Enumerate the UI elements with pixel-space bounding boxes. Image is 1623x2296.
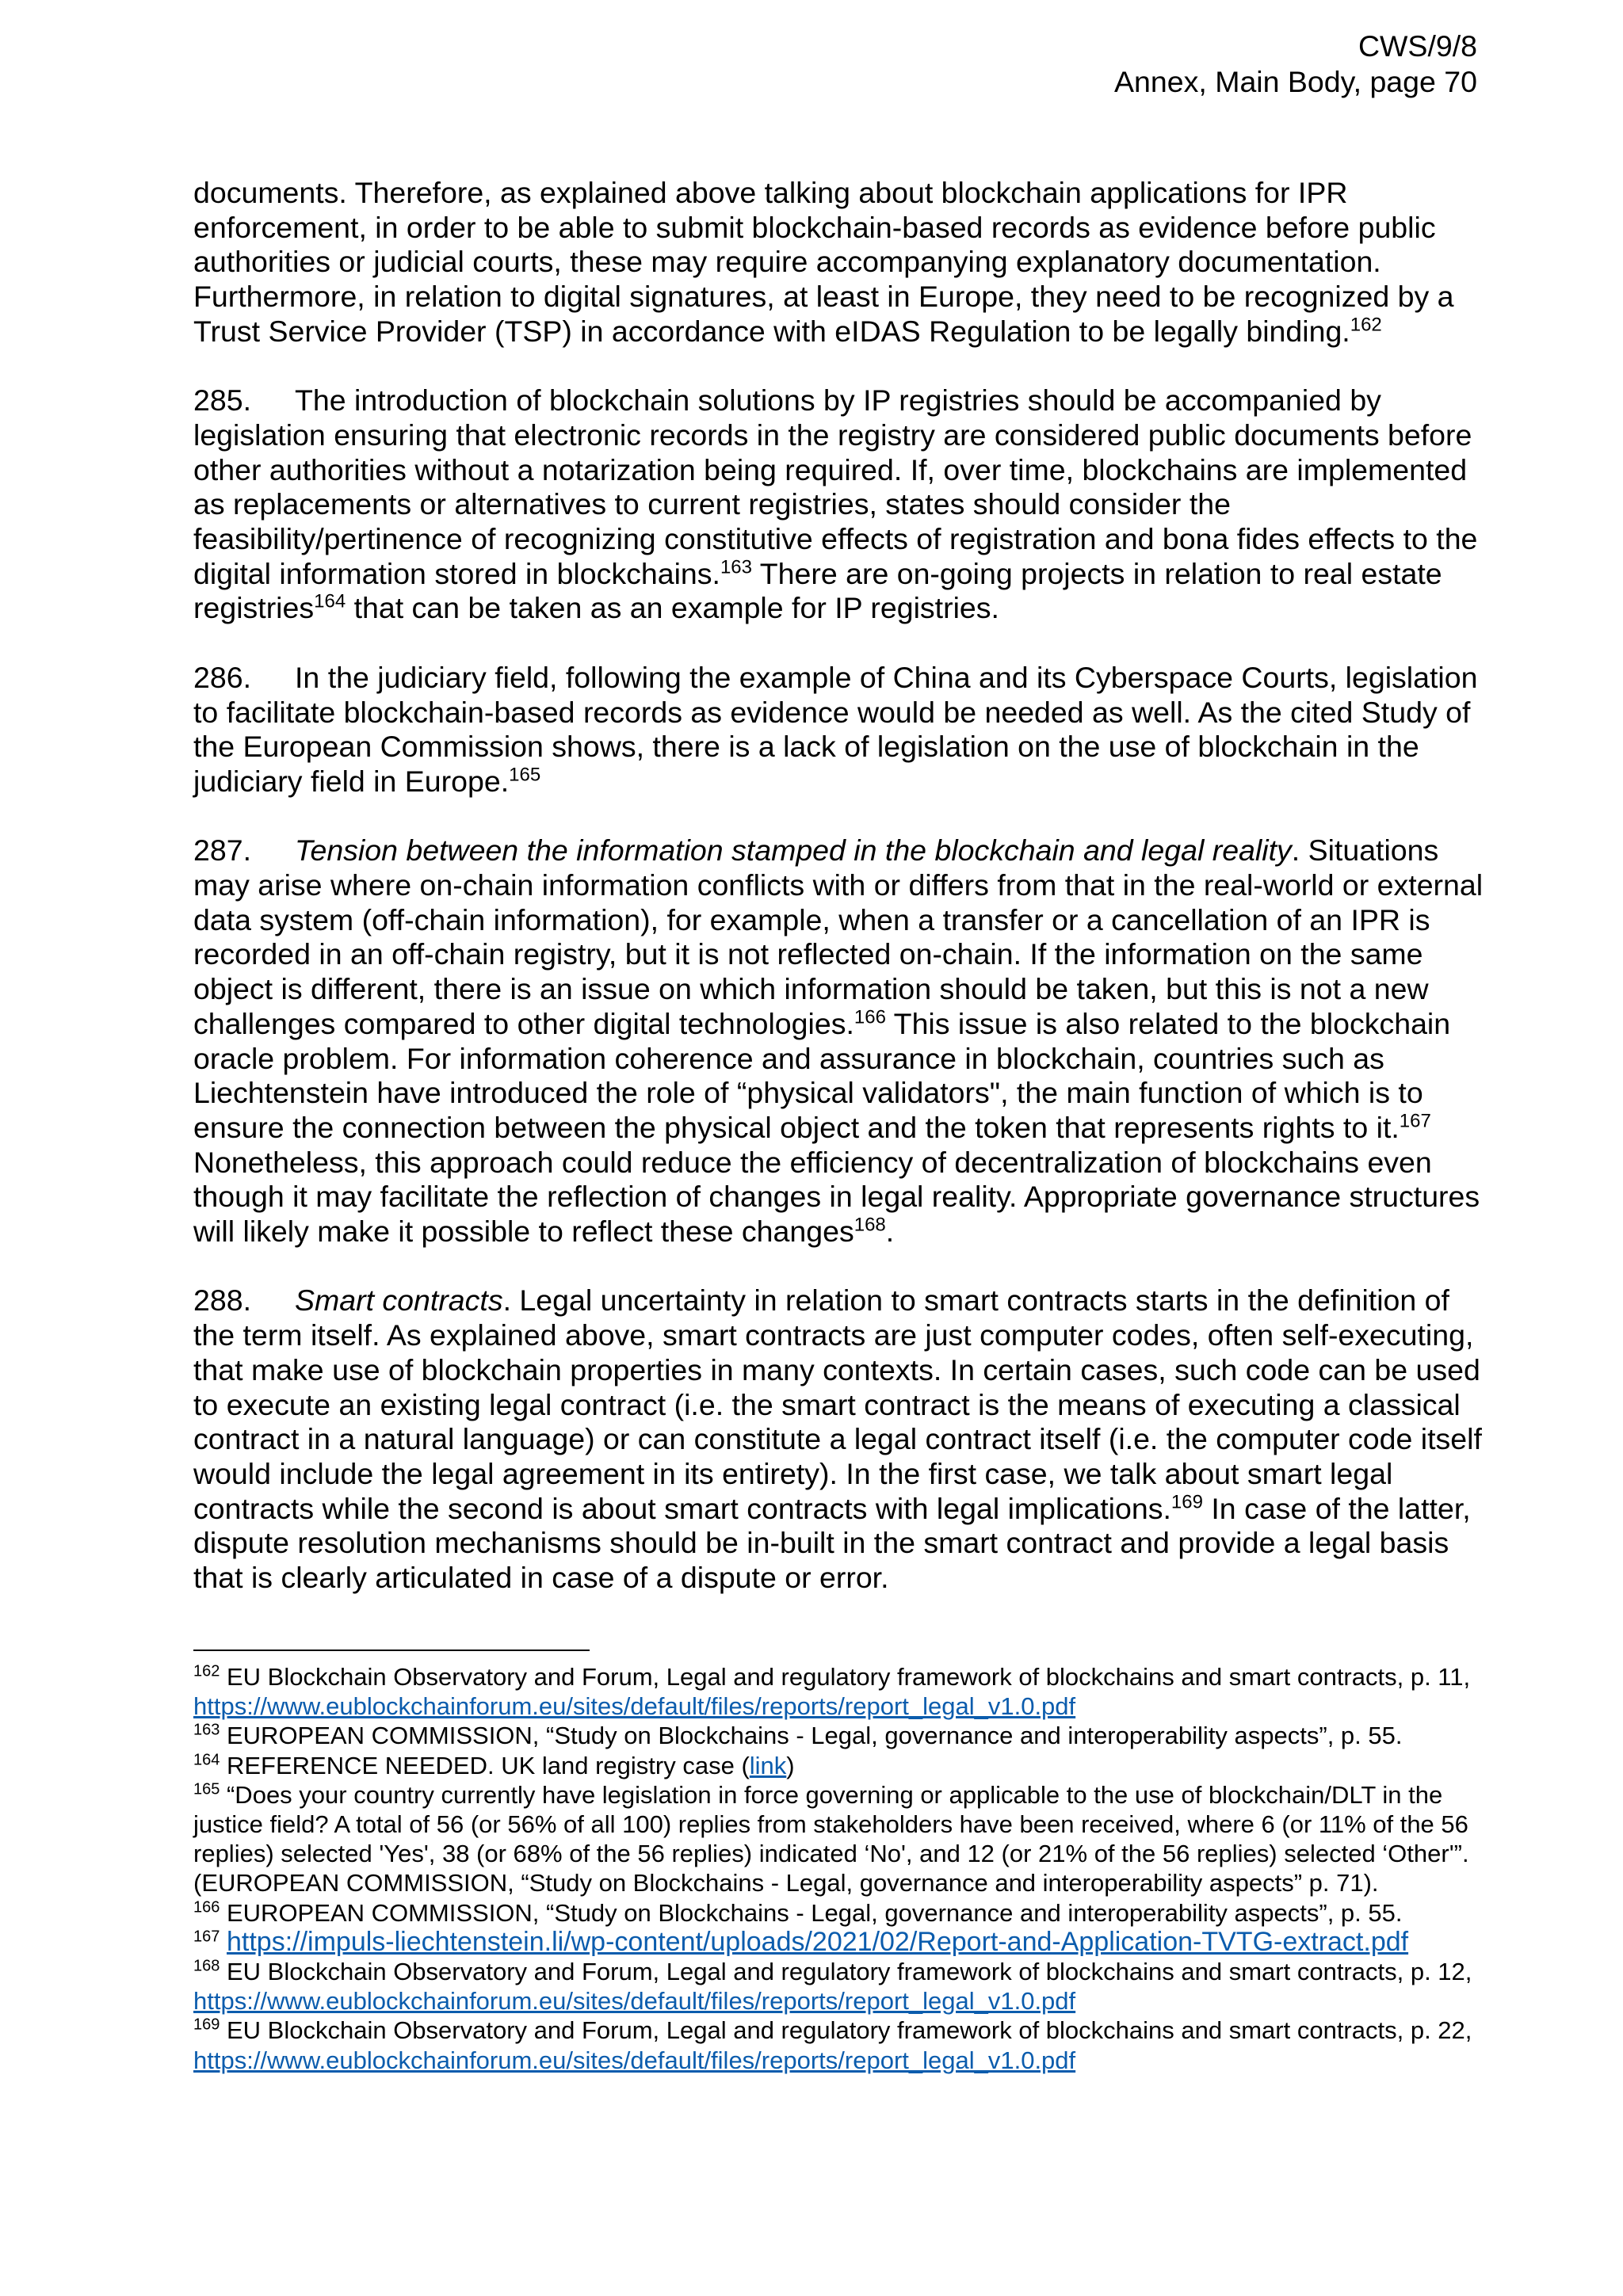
footnote-link[interactable]: https://www.eublockchainforum.eu/sites/default/files/reports/report_legal_v1.0.pdf (193, 1692, 1076, 1721)
footnote-link[interactable]: link (749, 1751, 787, 1779)
paragraph-text: The introduction of blockchain solutions by IP registries should be accompanied by legislation ensuring that electronic records in the registry are considered public documents before other authorities without a notarization being required. If, over time, blockchains are implemented as replacements or alternatives to current registries, states should consider the feasibility/pertinence of recognizing constitutive effects of registration and bona fides effects to the digital information stored in blockchains. (193, 383, 1478, 590)
paragraph-288 (193, 1283, 1485, 1595)
footnote-text: REFERENCE NEEDED. UK land registry case ( (220, 1751, 750, 1779)
footnote-link[interactable]: https://www.eublockchainforum.eu/sites/default/files/reports/report_legal_v1.0.pdf (193, 2046, 1076, 2074)
footnote-number: 163 (193, 1722, 220, 1740)
paragraph-text: . Situations may arise where on-chain information conflicts with or differs from that in the real-world or external data system (off-chain information), for example, when a transfer or a cancellation of an IPR is recorded in an off-chain registry, but it is not reflected on-chain. If the information on the same object is different, there is an issue on which information should be taken, but this is not a new challenges compared to other digital technologies. (193, 833, 1484, 1040)
footnote-169 (193, 2016, 1485, 2074)
paragraph-number: 288. (193, 1283, 251, 1318)
paragraph-285 (193, 383, 1485, 626)
paragraph-287 (193, 833, 1485, 1249)
footnote-number: 165 (193, 1780, 220, 1798)
footnote-ref[interactable]: 164 (314, 590, 346, 612)
paragraph-number: 286. (193, 660, 251, 694)
paragraph-text: that can be taken as an example for IP registries. (346, 591, 999, 625)
paragraph-number: 285. (193, 383, 251, 418)
footnote-number: 167 (193, 1928, 220, 1946)
footnote-number: 168 (193, 1957, 220, 1975)
footnote-ref[interactable]: 163 (720, 556, 752, 578)
paragraph-text: In case of the latter, dispute resolution mechanisms should be in-built in the smart contract and provide a legal basis that is clearly articulated in case of a dispute or error. (193, 1491, 1471, 1595)
paragraph-text: . Legal uncertainty in relation to smart contracts starts in the definition of the term itself. As explained above, smart contracts are just computer codes, often self-executing, that make use of blockchain properties in many contexts. In certain cases, such code can be used to execute an existing legal contract (i.e. the smart contract is the means of executing a classical contract in a natural language) or can constitute a legal contract itself (i.e. the computer code itself would include the legal agreement in its entirety). In the first case, we talk about smart legal contracts while the second is about smart contracts with legal implications. (193, 1283, 1482, 1525)
footnote-167 (193, 1928, 1485, 1957)
paragraph-text: In the judiciary field, following the example of China and its Cyberspace Courts, legislation to facilitate blockchain-based records as evidence would be needed as well. As the cited Study of the European Commission shows, there is a lack of legislation on the use of blockchain in the judiciary field in Europe. (193, 660, 1478, 798)
footnote-ref[interactable]: 167 (1399, 1110, 1431, 1132)
footnote-link[interactable]: https://www.eublockchainforum.eu/sites/default/files/reports/report_legal_v1.0.pdf (193, 1987, 1076, 2016)
page-label: Annex, Main Body, page 70 (1114, 65, 1477, 98)
footnote-ref[interactable]: 166 (854, 1006, 886, 1028)
paragraph-heading: Tension between the information stamped in the blockchain and legal reality (295, 833, 1292, 868)
paragraph-number: 287. (193, 833, 251, 868)
paragraph-286 (193, 661, 1485, 799)
footnote-link[interactable]: https://impuls-liechtenstein.li/wp-content/uploads/2021/02/Report-and-Application-TVTG-extract.pdf (227, 1926, 1409, 1957)
footnote-ref[interactable]: 168 (854, 1214, 886, 1236)
footnote-text: EU Blockchain Observatory and Forum, Legal and regulatory framework of blockchains and smart contracts, p. 11, (220, 1663, 1471, 1691)
document-code: CWS/9/8 (1358, 29, 1477, 63)
footnote-168 (193, 1957, 1485, 2016)
footnote-separator (193, 1650, 590, 1651)
footnote-text: EU Blockchain Observatory and Forum, Legal and regulatory framework of blockchains and smart contracts, p. 12, (220, 1958, 1472, 1986)
paragraph-heading: Smart contracts (295, 1283, 503, 1318)
paragraph-text: documents. Therefore, as explained above talking about blockchain applications for IPR enforcement, in order to be able to submit blockchain-based records as evidence before public authorities or judicial courts, these may require accompanying explanatory documentation. Furthermore, in relation to digital signatures, at least in Europe, they need to be recognized by a Trust Service Provider (TSP) in accordance with eIDAS Regulation to be legally binding. (193, 176, 1454, 348)
footnote-number: 166 (193, 1898, 220, 1917)
footnote-ref[interactable]: 169 (1170, 1491, 1203, 1513)
document-body (193, 176, 1485, 1630)
footnote-number: 169 (193, 2016, 220, 2035)
footnote-text: EU Blockchain Observatory and Forum, Legal and regulatory framework of blockchains and smart contracts, p. 22, (220, 2016, 1472, 2045)
paragraph-text: This issue is also related to the blockchain oracle problem. For information coherence and assurance in blockchain, countries such as Liechtenstein have introduced the role of “physical validators", the main function of which is to ensure the connection between the physical object and the token that represents rights to it. (193, 1006, 1451, 1144)
footnote-165 (193, 1780, 1485, 1898)
footnote-text: ) (786, 1751, 795, 1779)
footnote-text: EUROPEAN COMMISSION, “Study on Blockchains - Legal, governance and interoperability aspects”, p. 55. (220, 1722, 1403, 1750)
page-header (1114, 29, 1477, 100)
paragraph-continued (193, 176, 1485, 349)
paragraph-text: There are on-going projects in relation to real estate registries (193, 556, 1442, 625)
footnote-number: 162 (193, 1662, 220, 1680)
footnote-ref[interactable]: 165 (509, 764, 541, 786)
paragraph-text: . (885, 1215, 895, 1249)
footnote-ref[interactable]: 162 (1350, 314, 1382, 336)
footnote-166 (193, 1898, 1485, 1928)
footnote-163 (193, 1721, 1485, 1750)
footnote-text: “Does your country currently have legislation in force governing or applicable to the use of blockchain/DLT in the justice field? A total of 56 (or 56% of all 100) replies from stakeholders have been received, where 6 (or 11% of the 56 replies) selected 'Yes', 38 (or 68% of the 56 replies) indicated ‘No', and 12 (or 21% of the 56 replies) selected ‘Other'”. (EUROPEAN COMMISSION, “Study on Blockchains - Legal, governance and interoperability aspects” p. 71). (193, 1780, 1469, 1897)
footnote-number: 164 (193, 1751, 220, 1769)
footnotes (193, 1662, 1485, 2075)
paragraph-text: Nonetheless, this approach could reduce the efficiency of decentralization of blockchains even though it may facilitate the reflection of changes in legal reality. Appropriate governance structures will likely make it possible to reflect these changes (193, 1145, 1480, 1249)
footnote-164 (193, 1751, 1485, 1780)
footnote-162 (193, 1662, 1485, 1721)
footnote-text: EUROPEAN COMMISSION, “Study on Blockchains - Legal, governance and interoperability aspects”, p. 55. (220, 1898, 1403, 1927)
